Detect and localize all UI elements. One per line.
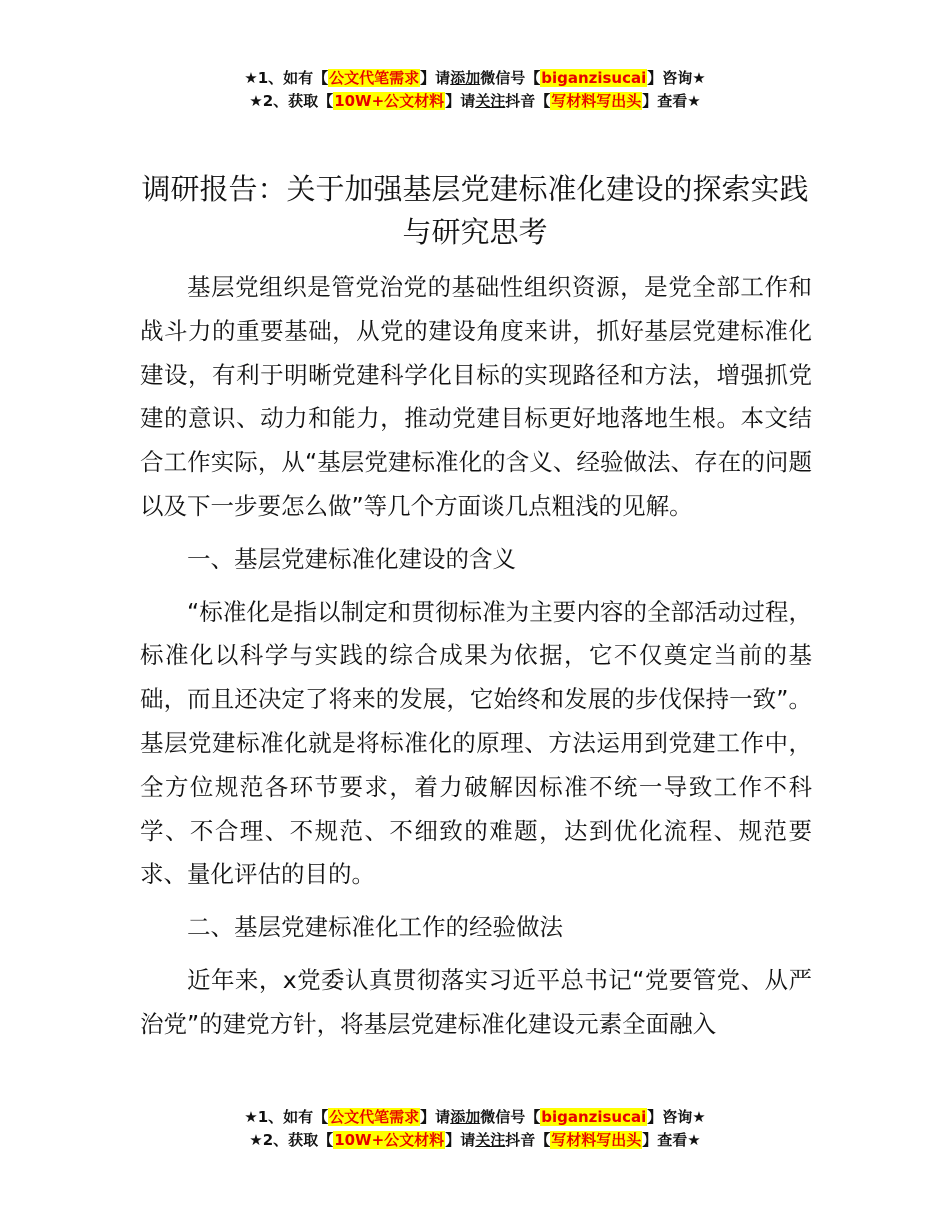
banner-text: 】请 <box>420 1108 451 1126</box>
highlight-wechat-id: biganzisucai <box>541 1108 647 1126</box>
document-body <box>140 266 812 1056</box>
highlight-douyin-account: 写材料写出头 <box>551 92 642 110</box>
banner-text: ★1、如有【 <box>244 1108 329 1126</box>
banner-text: ★2、获取【 <box>249 92 334 110</box>
section-heading-1: 一、基层党建标准化建设的含义 <box>187 544 516 573</box>
banner-line-1 <box>0 1106 950 1129</box>
banner-text: 】请 <box>420 69 451 87</box>
intro-paragraph: 基层党组织是管党治党的基础性组织资源，是党全部工作和战斗力的重要基础，从党的建设角度来讲，抓好基层党建标准化建设，有利于明晰党建科学化目标的实现路径和方法，增强抓党建的意识、动力和能力，推动党建目标更好地落地生根。本文结合工作实际，从“基层党建标准化的含义、经验做法、存在的问题以及下一步要怎么做”等几个方面谈几点粗浅的见解。 <box>140 273 812 520</box>
banner-text: 抖音【 <box>505 1131 551 1149</box>
document-title: 调研报告：关于加强基层党建标准化建设的探索实践与研究思考 <box>141 172 809 249</box>
banner-text: ★2、获取【 <box>249 1131 334 1149</box>
footer-banner <box>0 1106 950 1152</box>
banner-emphasis: 关注 <box>475 92 506 110</box>
highlight-materials: 10W+公文材料 <box>334 1131 445 1149</box>
body-paragraph: “标准化是指以制定和贯彻标准为主要内容的全部活动过程，标准化以科学与实践的综合成果为依据，它不仅奠定当前的基础，而且还决定了将来的发展，它始终和发展的步伐保持一致”。基层党建标准化就是将标准化的原理、方法运用到党建工作中，全方位规范各环节要求，着力破解因标准不统一导致工作不科学、不合理、不规范、不细致的难题，达到优化流程、规范要求、量化评估的目的。 <box>140 597 812 889</box>
banner-emphasis: 添加 <box>450 1108 481 1126</box>
banner-text: 】请 <box>445 1131 476 1149</box>
banner-text: 】查看★ <box>642 92 701 110</box>
banner-text: 微信号【 <box>480 1108 541 1126</box>
highlight-douyin-account: 写材料写出头 <box>551 1131 642 1149</box>
banner-emphasis: 添加 <box>450 69 481 87</box>
body-paragraph: 近年来，x党委认真贯彻落实习近平总书记“党要管党、从严治党”的建党方针，将基层党建标准化建设元素全面融入 <box>140 965 812 1038</box>
banner-line-2 <box>0 90 950 113</box>
banner-emphasis: 关注 <box>475 1131 506 1149</box>
highlight-wechat-id: biganzisucai <box>541 69 647 87</box>
banner-text: 】请 <box>445 92 476 110</box>
header-banner <box>0 67 950 113</box>
banner-text: 】咨询★ <box>647 1108 706 1126</box>
banner-line-1 <box>0 67 950 90</box>
highlight-service: 公文代笔需求 <box>329 69 420 87</box>
highlight-materials: 10W+公文材料 <box>334 92 445 110</box>
banner-line-2 <box>0 1129 950 1152</box>
banner-text: 】咨询★ <box>647 69 706 87</box>
banner-text: 抖音【 <box>505 92 551 110</box>
banner-text: 】查看★ <box>642 1131 701 1149</box>
section-heading-2: 二、基层党建标准化工作的经验做法 <box>187 913 563 942</box>
highlight-service: 公文代笔需求 <box>329 1108 420 1126</box>
banner-text: ★1、如有【 <box>244 69 329 87</box>
banner-text: 微信号【 <box>480 69 541 87</box>
